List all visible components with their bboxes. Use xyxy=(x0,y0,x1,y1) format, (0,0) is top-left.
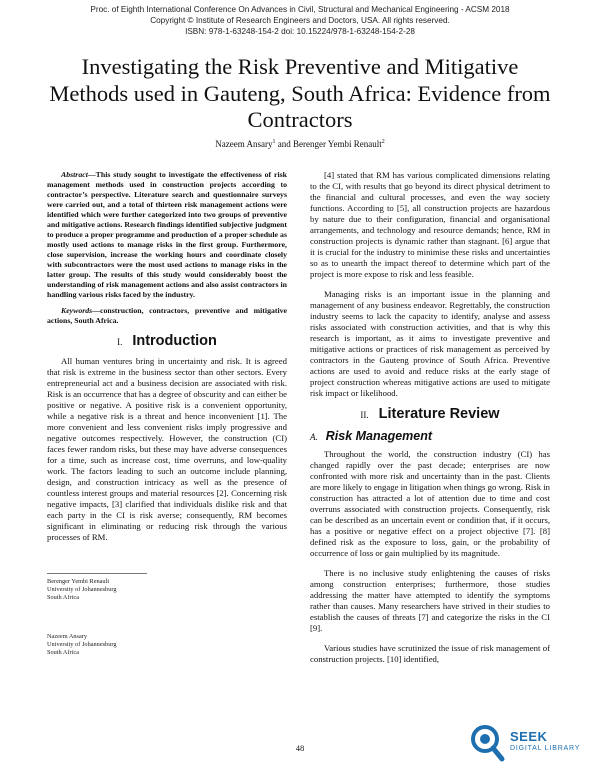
logo-brand: SEEK xyxy=(510,729,548,744)
author-1: Nazeem Ansary xyxy=(215,139,273,149)
footnote-university: University of Johannesburg xyxy=(47,586,117,593)
author-2: and Berenger Yembi Renault xyxy=(275,139,382,149)
footnote-university: University of Johannesburg xyxy=(47,641,117,648)
footnote-country: South Africa xyxy=(47,649,80,656)
header-line-3: ISBN: 978-1-63248-154-2 doi: 10.15224/978-1-63248-154-2-28 xyxy=(185,27,415,36)
section-title: Introduction xyxy=(132,333,217,349)
paragraph: Managing risks is an important issue in the planning and management of any business endeavor. Regrettably, the construction industry seems to lack the capacity to identify, analyse and assess risks associated with construction activities, and that is why this research is important, as it aims to investigate preventive and mitigative actions or practices of risk management as perceived by contractors in the Gauteng province of South Africa. Preventive actions are used to avoid and reduce risks at the early stage of project construction whereas mitigative actions are used to mitigate risk impact or likelihood. xyxy=(310,289,550,398)
footnote-divider xyxy=(47,573,147,574)
author-2-sup: 2 xyxy=(381,139,385,145)
footnote-author-1 xyxy=(47,633,117,657)
paper-title: Investigating the Risk Preventive and Mitigative Methods used in Gauteng, South Africa: Evidence from Contractors xyxy=(49,54,551,132)
paragraph: [4] stated that RM has various complicated dimensions relating to the CI, with results that go beyond its direct physical detriment to the financial and cultural processes, and even the way society functions. According to [5], all construction projects are hazardous by nature due to their configuration, financial and organisational arrangements, and technology and resource demands; hence, RM in construction projects is dynamic rather than stagnant. [6] argue that it is crucial for the industry to minimise these risks and uncertainties so as to unearth the impact thereof to determine which part of the project is more expose to risk and less feasible. xyxy=(310,170,550,279)
keywords-text: —construction, contractors, preventive and mitigative actions, South Africa. xyxy=(47,306,287,325)
left-column xyxy=(47,170,287,543)
author-1-sup: 1 xyxy=(272,139,276,145)
section-heading-literature xyxy=(310,406,550,422)
logo-subtitle: DIGITAL LIBRARY xyxy=(510,745,581,752)
seek-logo-icon xyxy=(470,723,506,763)
abstract xyxy=(47,170,287,300)
header-line-2: Copyright © Institute of Research Engineers and Doctors, USA. All rights reserved. xyxy=(150,16,450,25)
paragraph: All human ventures bring in uncertainty and risk. It is agreed that risk is extreme in the business sector than other sectors. Every entrepreneurial act and a business decision are associated with risk. Risk is an occurrence that has a degree of obscurity and can either be positive or negative. A positive risk is a convenient opportunity, while a negative risk is a threat and hence inconvenient [1]. The more convenient and less convenient risks imply progressive and negative outcomes respectively. However, the construction (CI) faces fewer random risks, but these may have adverse consequences for a time, such as increase cost, time overruns, and low-quality work. The factors leading to such an outcome include planning, design, and construction intricacy as well as the presence of countless interest groups and material resources [2]. Concerning risk negative impacts, [3] clarified that individuals dislike risk and that each party in the CI is risk averse; consequently, RM becomes significant in eliminating or reducing risk through the various processes of RM. xyxy=(47,356,288,542)
conference-header xyxy=(0,4,600,37)
section-number: I. xyxy=(117,337,123,347)
subsection-title: Risk Management xyxy=(325,429,433,443)
subsection-heading-risk xyxy=(310,431,550,443)
header-line-1: Proc. of Eighth International Conference On Advances in Civil, Structural and Mechanical Engineering - ACSM 2018 xyxy=(90,5,510,14)
abstract-text: —This study sought to investigate the effectiveness of risk management methods used in construction projects according to contractor’s perspective. Literature search and questionnaire surveys were carried out, and a total of thirteen risk management actions were identified which were further categorized into two groups of preventive and mitigative actions. Research findings identified subjective judgment to produce a proper programme and production of a proper schedule as mostly used actions to manage risks in the first group. Furthermore, close supervision, increase the working hours and coordinate closely with subcontractors were the most used actions to manage risks in the latter group. The results of this study would considerably boost the understanding of risk management actions and also assist contractors in handling various risks faced by the industry. xyxy=(47,170,287,299)
section-heading-intro xyxy=(47,333,287,349)
footnote-country: South Africa xyxy=(47,594,80,601)
section-title: Literature Review xyxy=(378,406,500,422)
abstract-label: Abstract xyxy=(61,170,88,179)
paragraph: Throughout the world, the construction industry (CI) has changed rapidly over the past decade; enterprises are now confronted with more risk and uncertainty than in the past. Clients are more likely to engage in litigation when things go wrong. Risk in construction has attracted a lot of attention due to time and cost overruns associated with construction projects. Consequently, risk can be described as an uncertain event or condition that, if it occurs, has a positive or negative effect on a project objective [7]. [8] defined risk as the exposure to loss, gain, or the probability of occurrence of loss or gain multiplied by its magnitude. xyxy=(310,449,550,558)
footnote-name: Berenger Yembi Renault xyxy=(47,578,110,585)
footnote-name: Nazeem Ansary xyxy=(47,633,88,640)
subsection-number: A. xyxy=(310,432,318,442)
paragraph: There is no inclusive study enlightening the causes of risks among construction enterprises; furthermore, those studies addressing the matter have attempted to identify the symptoms rather than causes. Many researchers have strived in their studies to establish the causes of threats [7] and categorize the risks in the CI [9]. xyxy=(310,568,550,633)
keywords xyxy=(47,306,287,326)
author-line xyxy=(0,139,600,149)
section-number: II. xyxy=(360,410,369,420)
footnote-author-2 xyxy=(47,578,117,602)
keywords-label: Keywords xyxy=(61,306,93,315)
page-number: 48 xyxy=(295,743,305,753)
right-column xyxy=(310,170,550,665)
paragraph: Various studies have scrutinized the issue of risk management of construction projects. [10] identified, xyxy=(310,643,550,664)
seek-logo xyxy=(470,723,590,771)
